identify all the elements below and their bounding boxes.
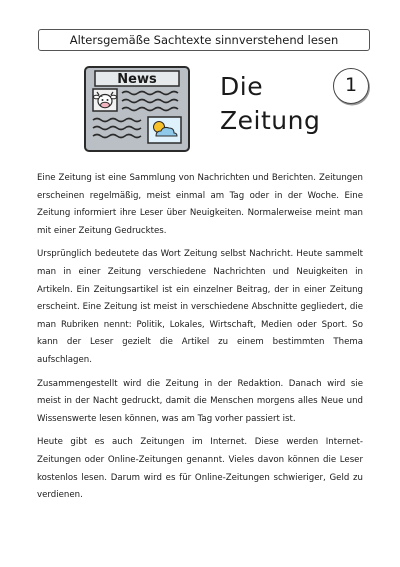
paragraph: Heute gibt es auch Zeitungen im Internet. Diese werden Internet-Zeitungen oder Online-Zeitungen genannt. Vieles davon können die Leser kostenlos lesen. Darum wird es für Online-Zeitungen schwieriger, Geld zu verdienen. — [37, 437, 363, 501]
paragraph: Zusammengestellt wird die Zeitung in der Redaktion. Danach wird sie meist in der Nacht gedruckt, damit die Menschen morgens alles Neue und Wissenswerte lesen können, was am Tag vorher passiert ist. — [37, 378, 363, 424]
page-number: 1 — [344, 74, 358, 96]
news-label: News — [117, 72, 157, 87]
worksheet-header-title: Altersgemäße Sachtexte sinnverstehend lesen — [69, 33, 339, 47]
worksheet-header — [38, 29, 370, 51]
newspaper-icon — [84, 66, 190, 152]
paragraph: Eine Zeitung ist eine Sammlung von Nachrichten und Berichten. Zeitungen erscheinen regelmäßig, meist einmal am Tag oder in der Woche. Eine Zeitung informiert ihre Leser über Neuigkeiten. Normalerweise meint man mit einer Zeitung Gedrucktes. — [37, 173, 363, 236]
article-text — [37, 170, 363, 511]
paragraph: Ursprünglich bedeutete das Wort Zeitung selbst Nachricht. Heute sammelt man in einer Zeitung verschiedene Nachrichten und Neuigkeiten in Artikeln. Ein Zeitungsartikel ist ein einzelner Beitrag, der in einer Zeitung erscheint. Eine Zeitung ist meist in verschiedene Abschnitte gegliedert, die man Rubriken nennt: Politik, Lokales, Wirtschaft, Medien oder Sport. So kann der Leser gezielt die Artikel zu einem bestimmten Thema aufschlagen. — [37, 249, 363, 365]
page-title — [220, 70, 320, 138]
title-line-2: Zeitung — [220, 106, 321, 135]
page-number-badge — [333, 68, 369, 104]
title-line-1: Die — [220, 72, 264, 101]
